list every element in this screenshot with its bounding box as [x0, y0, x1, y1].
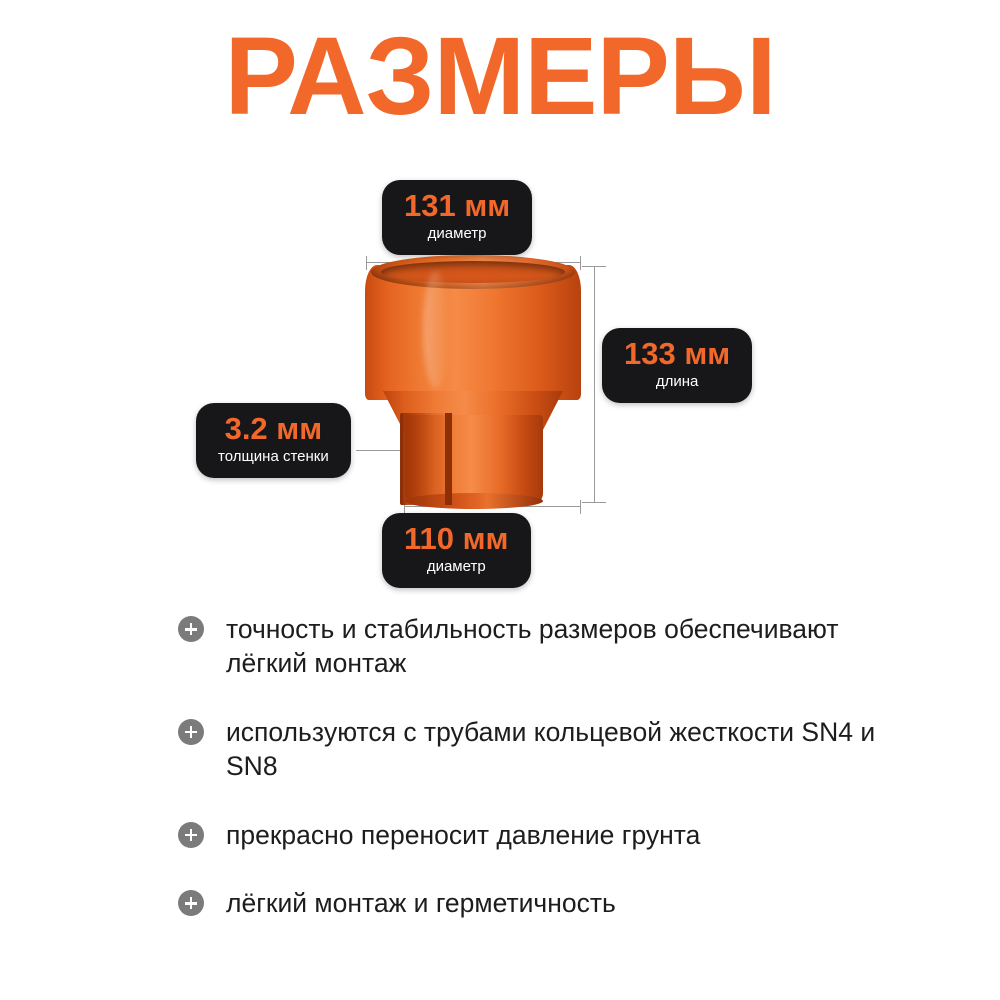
plus-icon — [178, 822, 204, 848]
plus-icon — [178, 616, 204, 642]
callout-wall-thickness — [196, 403, 351, 478]
callout-length-value: 133 мм — [624, 336, 731, 371]
callout-diameter-top-value: 131 мм — [404, 188, 511, 223]
plus-icon — [178, 890, 204, 916]
list-item — [178, 818, 938, 852]
callout-length-label: длина — [655, 372, 699, 390]
pipe-top-rim-inner — [381, 261, 565, 283]
list-item — [178, 715, 938, 784]
callout-wall-thickness-value: 3.2 мм — [224, 411, 323, 446]
pipe-wall-cutaway-edge — [445, 413, 452, 505]
list-item — [178, 612, 938, 681]
page-title: РАЗМЕРЫ — [224, 15, 776, 138]
feature-text: использyются с трубами кольцевой жесткости SN4 и SN8 — [226, 716, 876, 782]
guide-tick-bottom-right — [580, 500, 581, 514]
pipe-coupling-illustration — [365, 265, 581, 500]
callout-diameter-top-label: диаметр — [427, 224, 487, 242]
feature-text: лёгкий монтаж и герметичность — [226, 888, 616, 919]
guide-tick-length-bottom — [582, 502, 606, 503]
pipe-highlight — [423, 271, 449, 389]
product-dimension-diagram — [0, 170, 1000, 600]
feature-text: точность и стабильность размеров обеспечивают лёгкий монтаж — [226, 614, 839, 679]
callout-wall-thickness-label: толщина стенки — [218, 447, 329, 465]
feature-text: прекрасно переносит давление грунта — [226, 819, 701, 850]
list-item — [178, 886, 938, 920]
feature-list — [178, 612, 938, 955]
guide-line-length — [594, 266, 595, 502]
callout-diameter-bottom — [382, 513, 531, 588]
callout-diameter-bottom-value: 110 мм — [404, 521, 509, 556]
callout-diameter-bottom-label: диаметр — [426, 557, 486, 575]
plus-icon — [178, 719, 204, 745]
callout-diameter-top — [382, 180, 532, 255]
guide-tick-length-top — [582, 266, 606, 267]
callout-length — [602, 328, 752, 403]
